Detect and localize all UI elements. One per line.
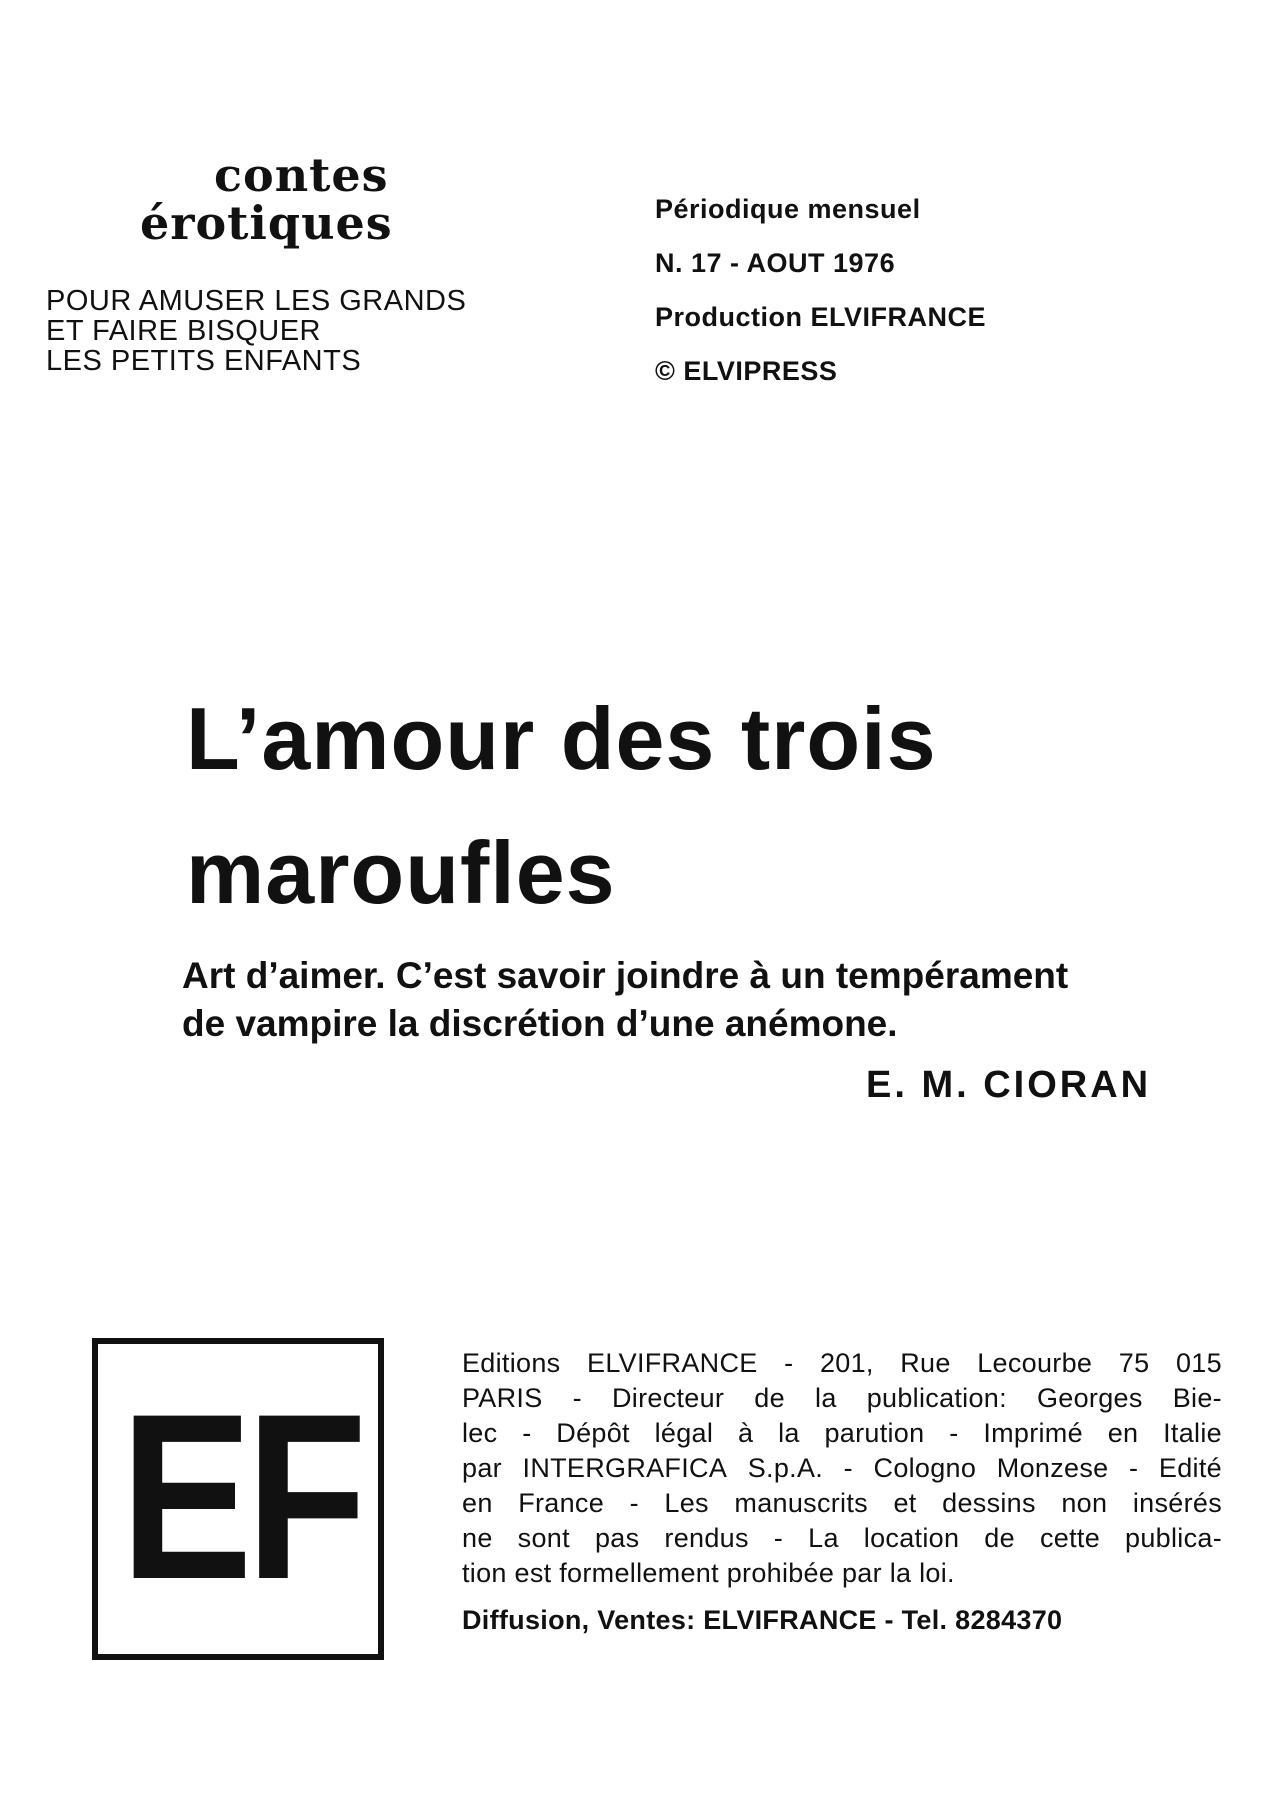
imprint-word: lec <box>462 1418 498 1448</box>
epigraph-quote <box>182 952 1242 1048</box>
imprint-word: dessins <box>942 1488 1036 1518</box>
tagline-line: LES PETITS ENFANTS <box>46 345 362 377</box>
imprint-word: sont <box>517 1523 570 1553</box>
imprint-line <box>462 1381 1222 1416</box>
imprint-word: Directeur <box>611 1383 725 1413</box>
story-title <box>186 672 1236 940</box>
imprint-line <box>462 1346 1222 1381</box>
tagline-line: ET FAIRE BISQUER <box>46 315 321 347</box>
imprint-word: de <box>754 1383 785 1413</box>
imprint-block <box>462 1346 1222 1591</box>
imprint-word: publication: <box>866 1383 1007 1413</box>
imprint-word: manuscrits <box>734 1488 868 1518</box>
imprint-word: 75 <box>1118 1348 1150 1378</box>
imprint-word: cette <box>1039 1523 1101 1553</box>
publication-info <box>655 182 1215 398</box>
imprint-word: et <box>893 1488 917 1518</box>
imprint-word: France <box>518 1488 605 1518</box>
imprint-word: Dépôt <box>556 1418 630 1448</box>
imprint-word: - <box>1129 1453 1139 1483</box>
production-credit: Production ELVIFRANCE <box>655 302 986 332</box>
imprint-word: la <box>778 1418 800 1448</box>
imprint-word: Edité <box>1158 1453 1222 1483</box>
imprint-word: non <box>1061 1488 1108 1518</box>
imprint-word: - <box>572 1383 582 1413</box>
copyright-notice: © ELVIPRESS <box>655 356 838 386</box>
tagline-line: POUR AMUSER LES GRANDS <box>46 285 467 317</box>
imprint-word: Rue <box>900 1348 951 1378</box>
imprint-word: Georges <box>1037 1383 1143 1413</box>
imprint-word: en <box>462 1488 493 1518</box>
imprint-word: Bie- <box>1172 1383 1222 1413</box>
magazine-logo <box>46 150 486 250</box>
imprint-word: Monzese <box>996 1453 1109 1483</box>
logo-line-contes: contes <box>214 148 389 202</box>
imprint-line <box>462 1486 1222 1521</box>
logo-line-erotiques: érotiques <box>140 196 393 250</box>
publisher-logo-text: EF <box>120 1365 361 1629</box>
imprint-word: publica- <box>1125 1523 1222 1553</box>
imprint-word: Cologno <box>873 1453 977 1483</box>
publication-frequency: Périodique mensuel <box>655 194 921 224</box>
imprint-word: parution <box>824 1418 925 1448</box>
imprint-word: location <box>863 1523 960 1553</box>
imprint-word: La <box>808 1523 839 1553</box>
imprint-word: 201, <box>819 1348 874 1378</box>
imprint-word: - <box>843 1453 853 1483</box>
imprint-word: la <box>815 1383 837 1413</box>
imprint-word: ne <box>462 1523 493 1553</box>
imprint-word: de <box>984 1523 1015 1553</box>
imprint-word: - <box>522 1418 532 1448</box>
imprint-line: tion est formellement prohibée par la loi. <box>462 1558 955 1588</box>
imprint-line <box>462 1521 1222 1556</box>
distribution-contact: Diffusion, Ventes: ELVIFRANCE - Tel. 8284370 <box>462 1605 1063 1635</box>
imprint-word: en <box>1107 1418 1139 1448</box>
imprint-word: insérés <box>1132 1488 1222 1518</box>
imprint-word: - <box>773 1523 784 1553</box>
epigraph-line: de vampire la discrétion d’une anémone. <box>182 1003 898 1044</box>
imprint-word: - <box>949 1418 959 1448</box>
imprint-word: Les <box>664 1488 709 1518</box>
imprint-line <box>462 1451 1222 1486</box>
imprint-word: - <box>629 1488 639 1518</box>
title-line: L’amour des trois <box>186 689 937 788</box>
imprint-word: Lecourbe <box>977 1348 1093 1378</box>
imprint-word: Italie <box>1163 1418 1222 1448</box>
epigraph-line: Art d’aimer. C’est savoir joindre à un tempérament <box>182 955 1069 996</box>
imprint-word: - <box>784 1348 794 1378</box>
imprint-word: 015 <box>1175 1348 1222 1378</box>
imprint-word: INTERGRAFICA <box>522 1453 728 1483</box>
imprint-word: S.p.A. <box>747 1453 824 1483</box>
publisher-logo-box <box>92 1338 384 1660</box>
imprint-word: légal <box>654 1418 714 1448</box>
imprint-word: Imprimé <box>983 1418 1083 1448</box>
imprint-word: PARIS <box>462 1383 543 1413</box>
imprint-word: par <box>462 1453 502 1483</box>
imprint-word: à <box>737 1418 754 1448</box>
issue-number: N. 17 - AOUT 1976 <box>655 248 896 278</box>
epigraph-author: E. M. CIORAN <box>866 1064 1152 1106</box>
tagline <box>46 286 506 376</box>
imprint-word: rendus <box>664 1523 749 1553</box>
imprint-word: pas <box>594 1523 640 1553</box>
imprint-word: ELVIFRANCE <box>587 1348 758 1378</box>
imprint-word: Editions <box>462 1348 561 1378</box>
title-line: maroufles <box>186 823 616 922</box>
imprint-line <box>462 1416 1222 1451</box>
